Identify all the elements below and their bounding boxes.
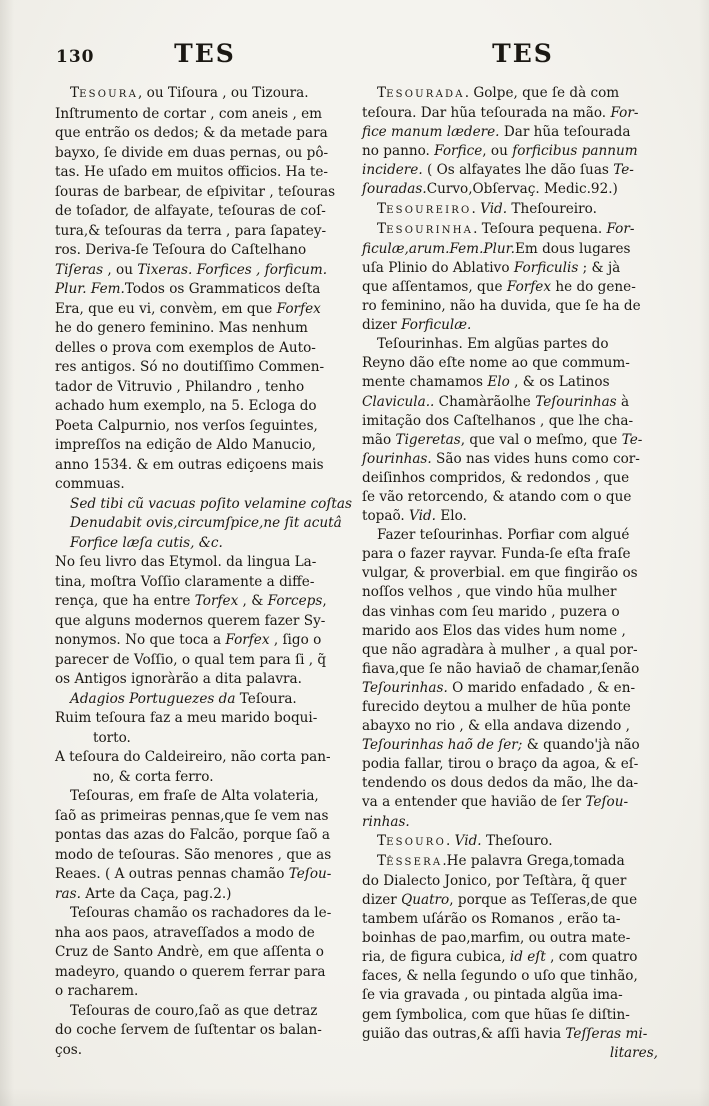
text-line: Poeta Calpurnio, nos verſos ſeguintes, (55, 417, 318, 434)
text-line: abayxo no rio , & ella andava dizendo , (362, 718, 630, 735)
text-line: madeyro, quando o querem ferrar para (55, 963, 326, 980)
text-line: furecido deytou a mulher de hũa ponte (362, 699, 631, 715)
text-line: Sed tibi cũ vacuas poſito velamine coſtas (70, 495, 352, 512)
text-line: Teſourinhas haõ de ſer; & quando'jà não (362, 737, 640, 754)
text-line: Denudabit ovis,circumſpice,ne ſit acutâ (70, 515, 342, 531)
running-head-right: TES (492, 39, 554, 68)
text-line: o racharem. (55, 983, 139, 999)
text-line: Plur. Fem.Todos os Grammaticos deſta (55, 281, 321, 297)
text-line: guião das outras,& aſſi havia Teſſeras mi- (362, 1025, 648, 1042)
text-line: A teſoura do Caldeireiro, não corta pan- (55, 749, 331, 765)
column-right (362, 84, 670, 1063)
text-line: Era, que eu vi, convèm, em que Forfex (55, 300, 321, 317)
text-line: Teſouras chamão os rachadores da le- (70, 905, 332, 921)
text-line: que entrão os dedos; & da metade para (55, 125, 328, 141)
text-line: mão Tigeretas, que val o meſmo, que Te- (362, 431, 643, 448)
text-line: tendendo os dous dedos da mão, lhe da- (362, 775, 639, 792)
text-line: do Dialecto Jonico, por Teſtàra, q̃ quer (362, 872, 627, 889)
text-line: impreſſos na edição de Aldo Manucio, (55, 437, 316, 453)
text-line: Cruz de Santo Andrè, em que aſſenta o (55, 944, 324, 960)
text-line: que aſſentamos, que Forfex he do gene- (362, 278, 636, 295)
text-line: noſſos velhos , que vindo hũa mulher (362, 584, 617, 601)
text-line: marido aos Elos das vides hum nome , (362, 622, 626, 639)
text-line: ria, de figura cubica, id eſt , com quatro (362, 949, 638, 966)
text-line: mente chamamos Elo , & os Latinos (362, 374, 610, 391)
text-line: Teſourinhas. O marido enfadado , & en- (362, 679, 636, 696)
text-line: nha aos paos, atraveſſados a modo de (55, 924, 315, 941)
text-line: Inſtrumento de cortar , com aneis , em (55, 105, 323, 122)
text-line: ſaõ as primeiras pennas,que ſe vem nas (55, 807, 329, 824)
text-line: podia fallar, tirou o braço da agoa, & eſ- (362, 756, 639, 773)
text-line: TÊSSERA.He palavra Grega,tomada (377, 852, 625, 869)
text-line: faces, & nella ſegundo o uſo que tinhão, (362, 968, 638, 985)
text-line: commuas. (55, 476, 125, 492)
text-line: ços. (55, 1041, 83, 1058)
text-line: deiſinhos compridos, & redondos , que (362, 469, 630, 486)
text-line: imitação dos Caſtelhanos , que lhe cha- (362, 412, 634, 429)
text-line: tambem uſárão os Romanos , erão ta- (362, 911, 621, 928)
text-line: no panno. Forfice, ou forficibus pannum (362, 143, 638, 160)
text-line: va a entender que havião de ſer Teſou- (362, 794, 629, 811)
text-line: do coche ſervem de ſuſtentar os balan- (55, 1022, 322, 1038)
column-left (55, 84, 357, 1060)
text-line: TESOURADA. Golpe, que ſe dà com (377, 85, 620, 101)
text-line: tas. He uſado em muitos officios. Ha te- (55, 164, 329, 180)
text-line: Fazer teſourinhas. Porfiar com algué (377, 527, 630, 544)
text-line: Ruim teſoura faz a meu marido boqui- (55, 710, 318, 726)
text-line: ſe via gravada , ou pintada algũa ima- (362, 987, 623, 1004)
text-line: no, & corta ferro. (93, 768, 214, 785)
text-line: Teſouras de couro,ſaõ as que detraz (70, 1002, 318, 1019)
text-line: fiava,que ſe não haviaõ de chamar,ſenão (362, 660, 640, 677)
text-line: ros. Deriva-ſe Teſoura do Caſtelhano (55, 242, 307, 258)
text-line: ſourinhas. São nas vides huns como cor- (362, 450, 640, 467)
text-line: TESOURO. Vid. Theſouro. (377, 832, 553, 849)
text-line: tura,& teſouras da terra , para ſapatey- (55, 222, 327, 239)
text-line: ro feminino, não ha duvida, que ſe ha de (362, 298, 641, 315)
text-line: ras. Arte da Caça, pag.2.) (55, 885, 232, 902)
text-line: res antigos. Só no doutiſſimo Commen- (55, 359, 325, 375)
text-line: teſoura. Dar hũa teſourada na mão. For- (362, 105, 639, 122)
text-line: TESOURA, ou Tiſoura , ou Tizoura. (70, 85, 309, 101)
text-line: que alguns modernos querem fazer Sy- (55, 612, 326, 629)
text-line: gem ſymbolica, com que hũas ſe diſtin- (362, 1006, 630, 1023)
text-line: Teſouras, em fraſe de Alta volateria, (70, 788, 319, 804)
text-line: Reyno dão eſte nome ao que commum- (362, 355, 630, 372)
text-line: rença, que ha entre Torfex , & Forceps, (55, 593, 327, 609)
text-line: No ſeu livro das Etymol. da lingua La- (55, 554, 317, 570)
text-line: TESOUREIRO. Vid. Theſoureiro. (377, 200, 597, 217)
text-line: Clavicula.. Chamàrãolhe Teſourinhas à (362, 393, 630, 410)
text-line: tador de Vitruvio , Philandro , tenho (55, 378, 305, 395)
text-line: delles o prova com exemplos de Auto- (55, 339, 316, 356)
text-line: das vinhas com ſeu marido , puzera o (362, 603, 620, 620)
text-line: ſe vão retorcendo, & atando com o que (362, 488, 632, 505)
text-line: Teſourinhas. Em algũas partes do (377, 336, 609, 353)
text-line: modo de teſouras. São menores , que as (55, 846, 332, 863)
text-line: TESOURINHA. Teſoura pequena. For- (377, 220, 635, 237)
text-line: que não agradàra à mulher , a qual por- (362, 641, 638, 658)
text-line: ſouras de barbear, de eſpivitar , teſouras (55, 183, 336, 200)
text-line: ſouradas.Curvo,Obſervaç. Medic.92.) (362, 181, 618, 198)
text-line: boinhas de pao,marfim, ou outra mate- (362, 930, 631, 947)
text-line: ficulæ,arum.Fem.Plur.Em dous lugares (362, 240, 631, 257)
text-line: parecer de Voſſio, o qual tem para ſi , q̃ (55, 651, 327, 668)
text-line: achado hum exemplo, na 5. Ecloga do (55, 398, 317, 414)
text-line: uſa Plinio do Ablativo Forficulis ; & jà (362, 259, 621, 276)
text-line: incidere. ( Os alfayates lhe dão ſuas Te- (362, 162, 634, 179)
text-line: Tiſeras , ou Tixeras. Forfices , forficum. (55, 261, 328, 278)
text-line: pontas das azas do Falcão, porque ſaõ a (55, 827, 330, 843)
page-number: 130 (56, 47, 95, 67)
text-line: litares, (609, 1044, 658, 1061)
text-line: nonymos. No que toca a Forfex , ſigo o (55, 632, 322, 648)
text-line: vulgar, & proverbial. em que fingirão os (362, 565, 638, 582)
text-line: os Antigos ignoràrão a dita palavra. (55, 671, 302, 687)
text-line: rinhas. (362, 813, 410, 830)
text-line: tina, moſtra Voſſio claramente a diffe- (55, 573, 315, 590)
text-line: Adagios Portuguezes da Teſoura. (70, 690, 297, 707)
text-line: de toſador, de alfayate, teſouras de coſ- (55, 203, 326, 219)
text-line: dizer Quatro, porque as Teſſeras,de que (362, 891, 638, 908)
text-line: topaõ. Vid. Elo. (362, 508, 467, 525)
text-line: dizer Forficulæ. (362, 317, 472, 334)
text-line: Reaes. ( A outras pennas chamão Teſou- (55, 866, 332, 882)
text-line: anno 1534. & em outras ediçoens mais (55, 456, 324, 473)
text-line: bayxo, ſe divide em duas pernas, ou pô- (55, 144, 329, 161)
text-line: torto. (93, 729, 131, 746)
text-line: he do genero feminino. Mas nenhum (55, 320, 308, 336)
text-line: fice manum lædere. Dar hũa teſourada (362, 124, 631, 141)
running-head-left: TES (174, 39, 236, 68)
text-line: para o fazer rayvar. Funda-ſe eſta fraſe (362, 546, 631, 563)
text-line: Forfice læſa cutis, &c. (70, 534, 223, 551)
